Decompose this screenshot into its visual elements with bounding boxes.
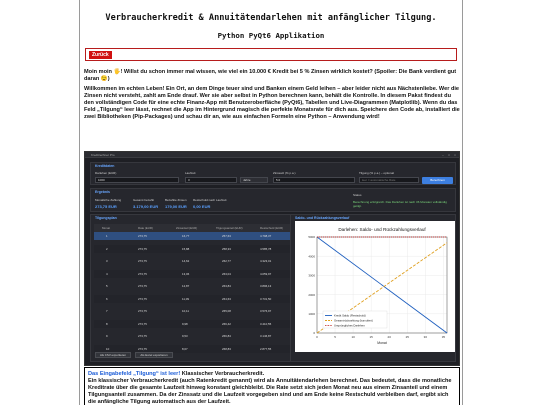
chart-area xyxy=(295,221,455,352)
intro-paragraph-2: Willkommen im echten Leben! Ein Ort, an dem Dinge teuer sind und Banken einem Geld leihen – aber leider nicht aus Nächstenliebe. Wer die Zinsen nicht versteht, zahlt am Ende drauf. Wer sie aber selbst in Python berechnen kann, behält die Kontrolle. In diesem Pakst findest du den vollständigen Code für eine echte Finanz-App mit Benutzeroberfläche (PyQt6), Tabellen und Live-Diagrammen (Matplotlib). Wenn du das Feld „Tilgung“ leer lässt, rechnet die App im Hintergrund magisch die perfekte Monatsrate für dich aus. Speichere den Code ab, installiert die zwei Bibliotheken (Pip-Packages) und schau dir an, wie aus einfachen Formeln eine Python – Anwendung wird! xyxy=(84,86,460,120)
chart-group-title: Saldo- und Rückzahlungsverlauf xyxy=(295,216,350,220)
input-group xyxy=(90,162,456,185)
table-cell: 10,11 xyxy=(182,309,190,313)
table-cell: 13,06 xyxy=(182,271,190,276)
term-unit-value: Jahre xyxy=(243,178,251,182)
table-header-cell[interactable]: Zinsanteil (EUR) xyxy=(176,226,198,230)
total-value: 3.179,00 EUR xyxy=(133,204,159,209)
table-cell: 258,33 xyxy=(222,246,231,251)
schedule-group xyxy=(90,214,292,362)
table-header-row xyxy=(94,224,290,232)
table-cell: 4 xyxy=(106,271,108,276)
x-tick-label: 20 xyxy=(387,335,391,339)
term-input[interactable]: 3 xyxy=(185,177,237,183)
y-tick-label: 5000 xyxy=(308,235,315,240)
monthly-label: Monatliche Zahlung xyxy=(95,198,122,202)
input-group-title: Kreditdaten xyxy=(95,164,115,168)
status-label: Status xyxy=(353,193,362,197)
status-text: Berechnung erfolgreich. Das Darlehen ist nach 36 Monaten vollständig getilgt. xyxy=(353,200,447,208)
info-heading-rest: Klassischer Verbraucherkredit. xyxy=(180,371,265,377)
y-tick-label: 0 xyxy=(313,331,315,336)
table-header-cell[interactable]: Restschuld (EUR) xyxy=(260,226,284,230)
table-cell: 6 xyxy=(106,296,108,301)
close-icon[interactable]: × xyxy=(454,153,456,157)
x-tick-label: 25 xyxy=(405,335,409,339)
table-cell: 273,75 xyxy=(138,321,147,326)
table-row[interactable] xyxy=(94,320,290,328)
table-cell: 14,62 xyxy=(182,259,190,263)
table-cell: 266,42 xyxy=(222,321,231,326)
table-cell: 10 xyxy=(106,346,110,351)
table-row[interactable] xyxy=(94,332,290,340)
legend-label: Ursprüngliches Darlehen xyxy=(334,323,365,328)
table-cell: 3 xyxy=(106,259,108,263)
app-titlebar xyxy=(85,152,459,158)
rest-value: 0,00 EUR xyxy=(193,204,211,209)
table-row[interactable] xyxy=(94,307,290,315)
table-cell: 265,08 xyxy=(222,309,231,313)
table-cell: 16,77 xyxy=(182,234,190,238)
table-row[interactable] xyxy=(94,257,290,265)
table-cell: 3.146,87 xyxy=(260,334,272,338)
x-axis-label: Monat xyxy=(377,341,387,345)
table-cell: 9,98 xyxy=(182,321,188,326)
table-cell: 9,53 xyxy=(182,334,188,338)
table-cell: 3.576,97 xyxy=(260,309,272,313)
monthly-value: 273,75 EUR xyxy=(95,204,117,209)
table-header-cell[interactable]: Monat xyxy=(102,226,111,230)
table-cell: 8 xyxy=(106,321,108,326)
table-cell: 3.896,13 xyxy=(260,284,272,288)
interest-value: 179,00 EUR xyxy=(165,204,187,209)
calculate-button[interactable]: Berechnen xyxy=(422,177,453,184)
table-row[interactable] xyxy=(94,282,290,290)
table-cell: 273,75 xyxy=(138,271,147,276)
info-text xyxy=(88,371,458,405)
export-excel-button[interactable]: Als Excel exportieren xyxy=(135,352,173,358)
chart-title: Darlehen: Saldo- und Rückzahlungsverlauf xyxy=(338,227,426,232)
amount-label: Darlehen (EUR) xyxy=(95,171,117,175)
app-window-title: Kreditrechner Pro xyxy=(91,153,115,157)
x-tick-label: 15 xyxy=(369,335,373,339)
table-cell: 268,83 xyxy=(222,346,231,351)
table-cell: 273,75 xyxy=(138,259,147,263)
y-tick-label: 1000 xyxy=(308,312,315,316)
table-cell: 273,75 xyxy=(138,284,147,288)
table-cell: 2 xyxy=(106,246,108,251)
table-cell: 4.585,78 xyxy=(260,246,272,251)
table-cell: 273,75 xyxy=(138,296,147,301)
total-label: Gesamt bezahlt xyxy=(133,198,155,202)
app-window xyxy=(84,151,460,366)
table-cell: 273,75 xyxy=(138,346,147,351)
table-cell: 3.731,50 xyxy=(260,296,272,301)
table-cell: 2.877,55 xyxy=(260,346,272,351)
chart-group xyxy=(290,214,456,362)
schedule-group-title: Tilgungsplan xyxy=(95,216,117,220)
x-tick-label: 0 xyxy=(316,335,318,339)
info-box xyxy=(84,367,460,405)
tilgung-input[interactable]: leer = automatische Rate xyxy=(359,177,419,183)
table-cell: 12,87 xyxy=(182,284,190,288)
legend-label: Gesamtrückzahlung (kumuliert) xyxy=(334,318,373,323)
table-header-cell[interactable]: Tilgungsanteil (EUR) xyxy=(216,226,243,230)
interest-label: Bezahlte Zinsen xyxy=(165,198,187,202)
rest-label: Restschuld nach Laufzeit xyxy=(193,198,227,202)
table-cell: 4.323,01 xyxy=(260,259,272,263)
y-tick-label: 2000 xyxy=(308,292,315,297)
rate-input[interactable]: 5.0 xyxy=(273,177,355,183)
table-cell: 273,75 xyxy=(138,309,147,313)
line-chart xyxy=(295,221,455,352)
term-label: Laufzeit xyxy=(185,171,196,175)
export-csv-button[interactable]: Als CSV exportieren xyxy=(95,352,131,358)
table-cell: 11,09 xyxy=(182,296,190,301)
result-group xyxy=(90,188,456,212)
table-cell: 257,63 xyxy=(222,234,231,238)
table-row[interactable] xyxy=(94,295,290,303)
table-header-cell[interactable]: Rate (EUR) xyxy=(138,226,153,230)
table-row[interactable] xyxy=(94,245,290,253)
amount-input[interactable]: 1000 xyxy=(95,177,179,183)
table-cell: 8,67 xyxy=(182,346,188,351)
table-cell: 264,63 xyxy=(222,296,231,301)
table-cell: 273,75 xyxy=(138,334,147,338)
table-cell: 273,75 xyxy=(138,234,147,238)
minimize-icon[interactable]: – xyxy=(442,153,444,157)
table-cell: 263,84 xyxy=(222,284,231,288)
table-row[interactable] xyxy=(94,270,290,278)
article-page xyxy=(79,0,463,405)
info-paragraph: Ein klassischer Verbraucherkredit (auch Ratenkredit genannt) wird als Annuitätendarlehen berechnet. Das bedeutet, dass die monatliche Kreditrate über die gesamte Laufzeit hinweg konstant gleichbleibt. Die Rate setzt sich jeden Monat neu aus einem Zinsanteil und einem Tilgungsanteil zusammen. Da der Zinssatz und die Laufzeit vorgegeben sind und am Ende keine Restschuld verbleiben darf, ergibt sich die anfängliche Tilgung automatisch aus der Laufzeit. xyxy=(88,378,452,405)
maximize-icon[interactable]: □ xyxy=(448,153,450,157)
back-box xyxy=(85,48,457,61)
legend-label: Kredit Saldo (Restschuld) xyxy=(334,313,366,318)
x-tick-label: 35 xyxy=(441,335,446,339)
rate-label: Zinssatz (% p.a.) xyxy=(273,171,296,175)
info-highlight: Das Eingabefeld „Tilgung“ ist leer! xyxy=(88,371,181,377)
x-tick-label: 10 xyxy=(351,335,355,339)
result-group-title: Ergebnis xyxy=(95,190,110,194)
x-tick-label: 5 xyxy=(334,335,336,339)
table-cell: 273,75 xyxy=(138,246,147,251)
table-cell: 9 xyxy=(106,334,108,338)
tilgung-label: Tilgung (% p.a.) – optional xyxy=(359,171,394,175)
page-title: Verbraucherkredit & Annuitätendarlehen mit anfänglicher Tilgung. xyxy=(105,13,437,23)
x-tick-label: 30 xyxy=(423,335,428,339)
table-cell: 3.410,55 xyxy=(260,321,272,326)
back-button[interactable]: Zurück xyxy=(89,51,112,59)
page-subtitle: Python PyQt6 Applikation xyxy=(217,31,325,40)
table-cell: 263,04 xyxy=(222,271,231,276)
intro-paragraph-1: Moin moin 🖐! Willst du schon immer mal wissen, wie viel ein 10.000 € Kredit bei 5 % Zinsen wirklich kostet? (Spoiler: Die Bank verdient gut daran 😉) xyxy=(84,69,457,82)
table-cell: 5 xyxy=(106,284,108,288)
table-cell: 15,88 xyxy=(182,246,190,251)
table-cell: 266,84 xyxy=(222,334,231,338)
term-unit-select[interactable] xyxy=(240,177,268,183)
table-cell: 262,77 xyxy=(222,259,231,263)
table-cell: 4.059,97 xyxy=(260,271,272,276)
y-tick-label: 3000 xyxy=(308,273,315,278)
table-cell: 7 xyxy=(106,309,108,313)
table-cell: 1 xyxy=(106,234,108,238)
y-tick-label: 4000 xyxy=(308,254,315,259)
table-cell: 4.798,37 xyxy=(260,234,272,238)
table-row[interactable] xyxy=(94,232,290,240)
